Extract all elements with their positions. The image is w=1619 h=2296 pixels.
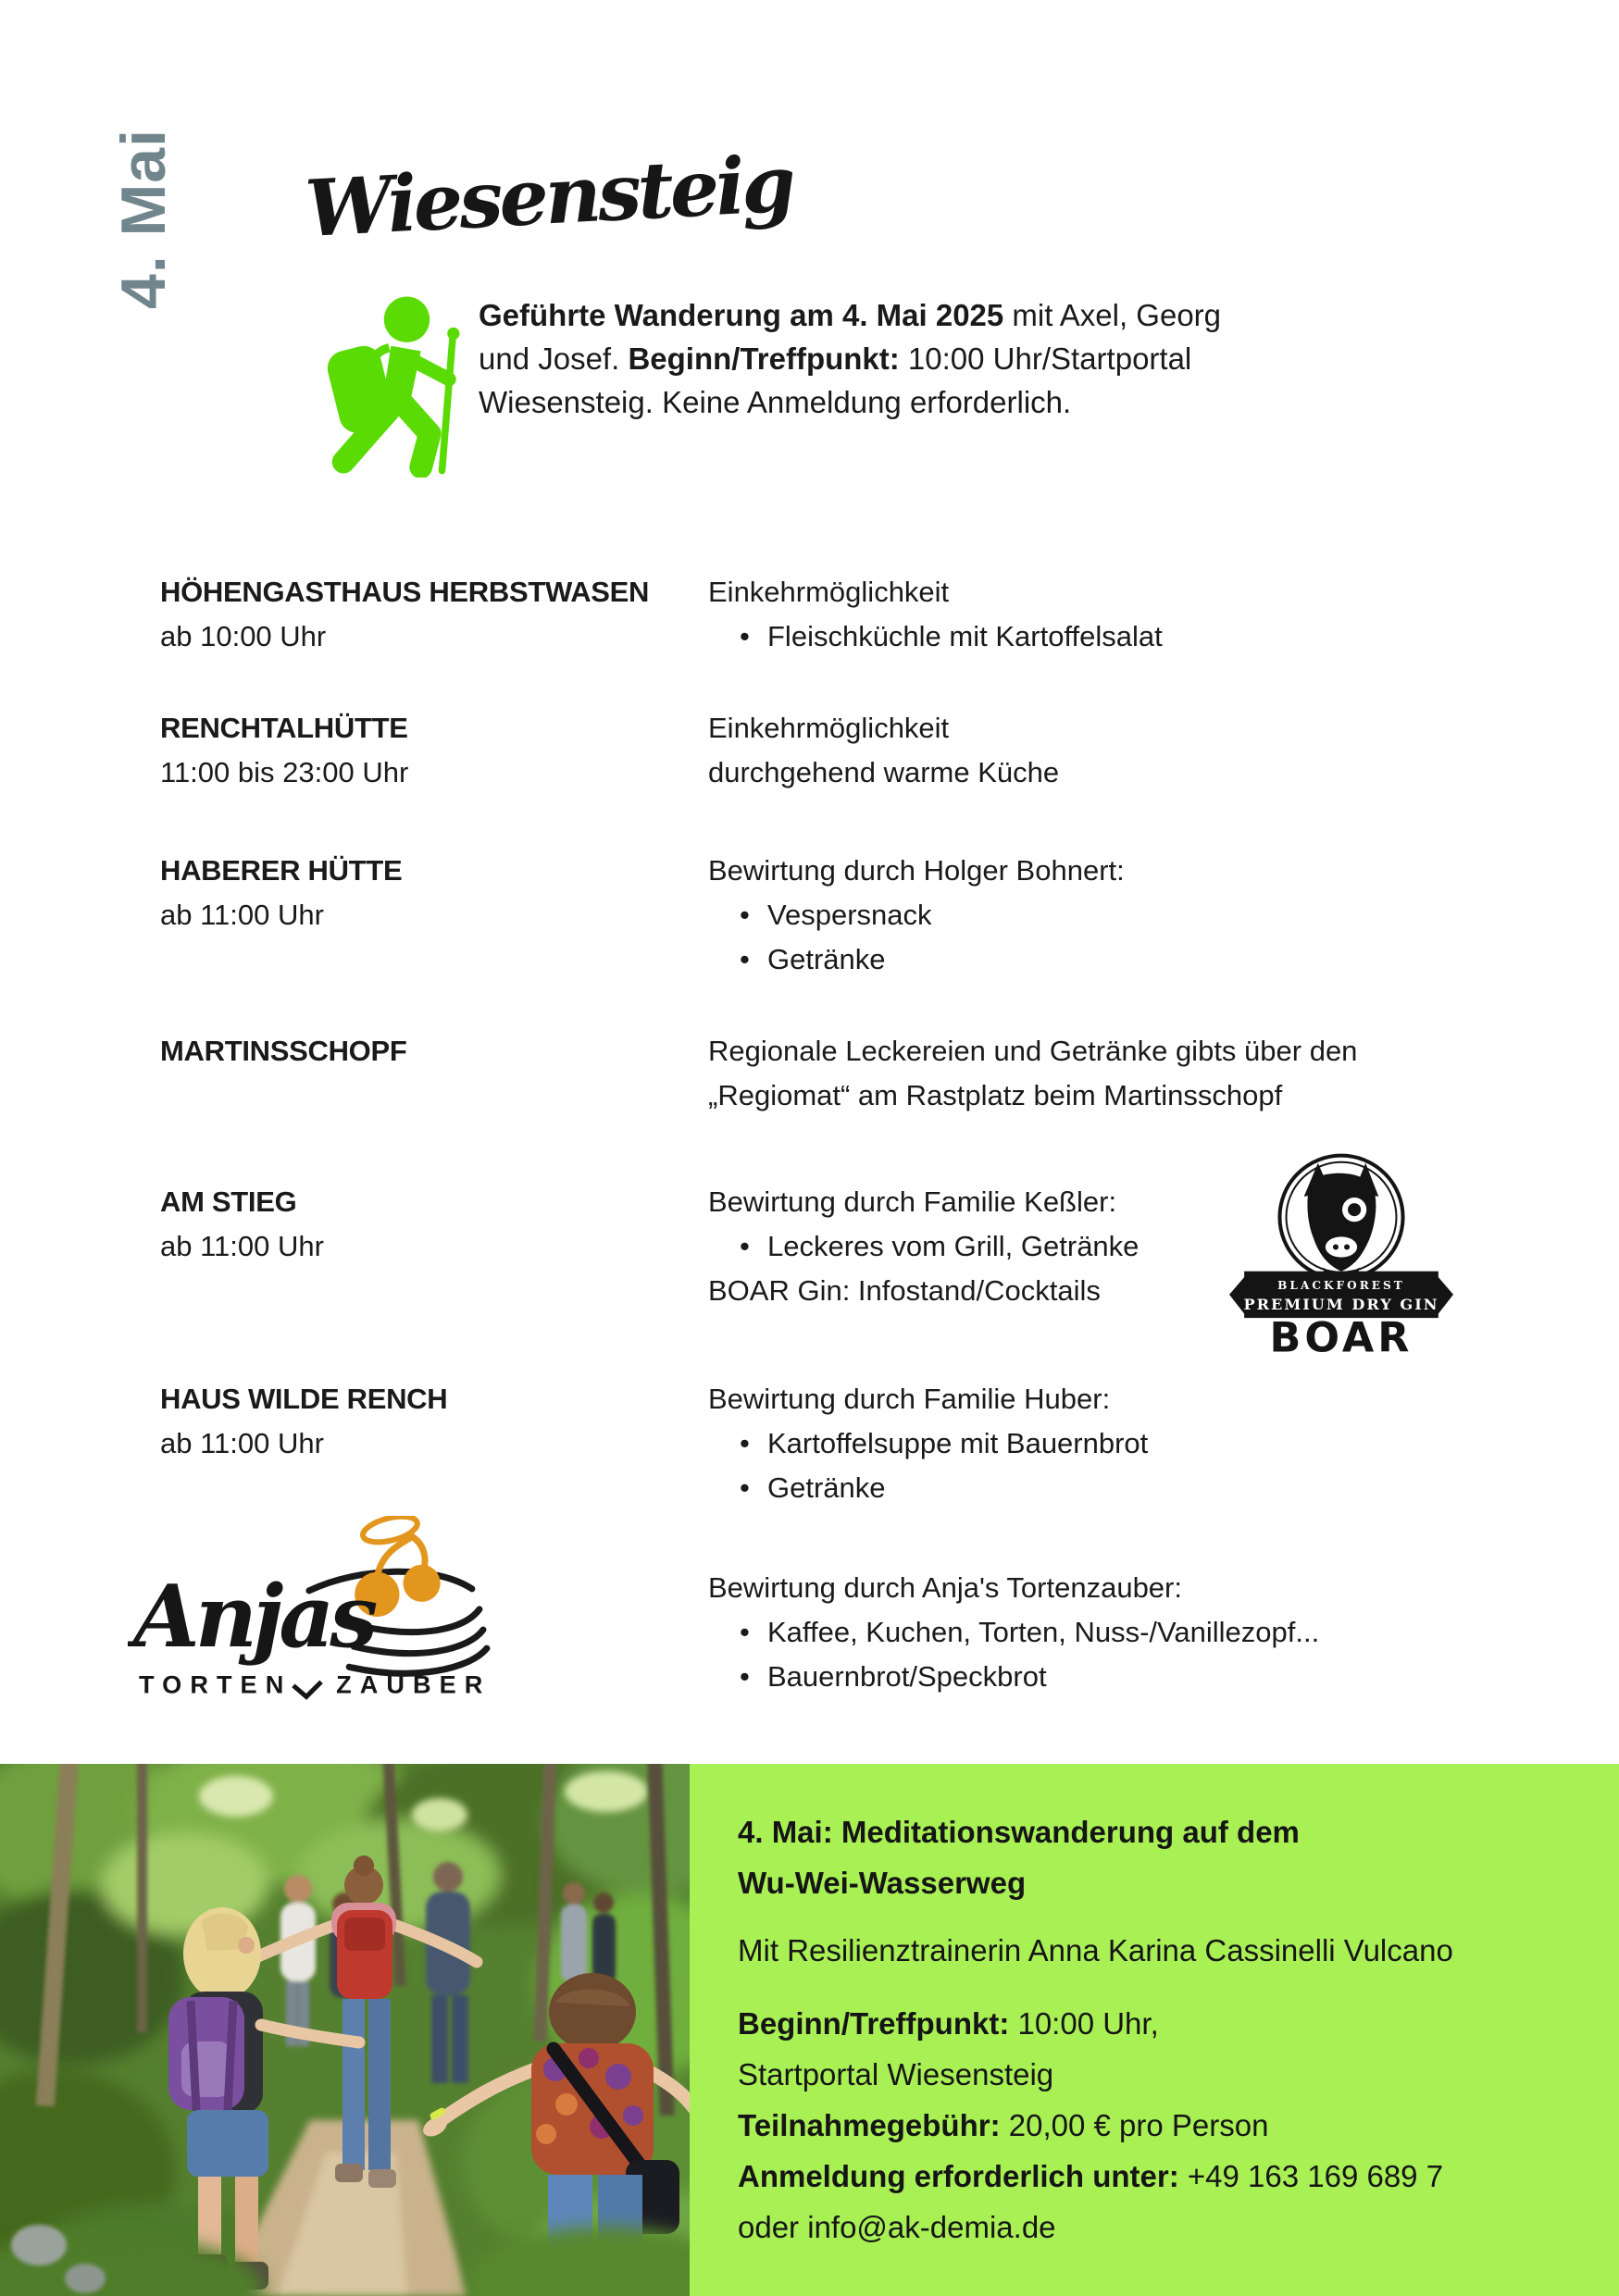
boar-banner — [1229, 1272, 1453, 1318]
station-detail-bullet: • Getränke — [708, 937, 1430, 982]
anjas-word-torten: TORTEN — [139, 1669, 293, 1699]
intro-bold-1: Geführte Wanderung am 4. Mai 2025 — [479, 298, 1004, 332]
station-details — [708, 1566, 1430, 1699]
intro-line-1 — [479, 293, 1221, 337]
intro-text-3: Wiesensteig. Keine Anmeldung erforderlich. — [479, 385, 1072, 419]
station-detail-bullet: • Leckeres vom Grill, Getränke — [708, 1224, 1430, 1269]
station-details — [708, 570, 1430, 659]
intro-line-3 — [479, 380, 1221, 424]
anjas-script-text: Anjas — [133, 1566, 374, 1668]
station-detail-line: Bewirtung durch Familie Keßler: — [708, 1185, 1117, 1218]
event-trainer: Mit Resilienztrainerin Anna Karina Cassinelli Vulcano — [738, 1933, 1453, 1967]
station-detail-line: Bewirtung durch Familie Huber: — [708, 1383, 1111, 1415]
station-detail-line: „Regiomat“ am Rastplatz beim Martinsschopf — [708, 1079, 1283, 1111]
event-registration-email: oder info@ak-demia.de — [738, 2210, 1056, 2244]
event-registration-line — [738, 2151, 1586, 2202]
station-detail-bullet: • Kaffee, Kuchen, Torten, Nuss-/Vanillezopf... — [708, 1610, 1430, 1655]
event-fee-label: Teilnahmegebühr: — [738, 2108, 1001, 2142]
intro-paragraph — [479, 293, 1221, 424]
station-detail-bullet: • Vespersnack — [708, 893, 1430, 937]
boar-gin-logo-svg — [1229, 1144, 1453, 1355]
station-name: HÖHENGASTHAUS HERBSTWASEN — [160, 576, 650, 608]
boar-banner-top: BLACKFOREST — [1277, 1278, 1405, 1292]
hiking-group-photo — [0, 1764, 690, 2296]
event-fee-line — [738, 2100, 1586, 2151]
station-detail-line: Bewirtung durch Anja's Tortenzauber: — [708, 1571, 1182, 1604]
anjas-tortenzauber-logo — [128, 1516, 500, 1721]
station-detail-bullet: • Getränke — [708, 1466, 1430, 1510]
station-row-haberer-huette — [160, 849, 1567, 975]
event-registration-phone: +49 163 169 689 7 — [1178, 2159, 1444, 2193]
intro-bold-2: Beginn/Treffpunkt: — [628, 341, 900, 376]
date-label: 4. Mai — [108, 129, 179, 309]
station-name: AM STIEG — [160, 1185, 297, 1218]
station-detail-line: BOAR Gin: Infostand/Cocktails — [708, 1274, 1101, 1307]
anjas-word-zauber: ZAUBER — [336, 1669, 492, 1699]
station-detail-line: Einkehrmöglichkeit — [708, 712, 950, 744]
station-time: ab 10:00 Uhr — [160, 620, 327, 652]
station-time: ab 11:00 Uhr — [160, 1230, 324, 1262]
hiker-icon-svg — [328, 292, 468, 478]
intro-line-2 — [479, 337, 1221, 380]
event-start-location-value: Startportal Wiesensteig — [738, 2057, 1054, 2091]
station-detail-bullet: • Kartoffelsuppe mit Bauernbrot — [708, 1421, 1430, 1466]
station-detail-bullet: • Bauernbrot/Speckbrot — [708, 1655, 1430, 1699]
intro-text-2a: und Josef. — [479, 341, 629, 376]
station-row-haus-wilde-rench — [160, 1377, 1567, 1504]
station-time: ab 11:00 Uhr — [160, 899, 324, 931]
hiking-photo-svg — [0, 1764, 690, 2296]
anjas-logo-svg — [128, 1516, 500, 1721]
event-start-location — [738, 2049, 1586, 2100]
intro-text-1: mit Axel, Georg — [1003, 298, 1222, 332]
station-time: 11:00 bis 23:00 Uhr — [160, 756, 409, 788]
event-start-label: Beginn/Treffpunkt: — [738, 2006, 1010, 2041]
event-registration-email-line — [738, 2202, 1586, 2253]
station-time: ab 11:00 Uhr — [160, 1427, 324, 1459]
station-details — [708, 1029, 1430, 1118]
station-detail-line: Regionale Leckereien und Getränke gibts über den — [708, 1035, 1358, 1067]
boar-banner-bottom: PREMIUM DRY GIN — [1243, 1296, 1439, 1314]
station-details — [708, 849, 1430, 982]
event-title-line1: 4. Mai: Meditationswanderung auf dem — [738, 1815, 1300, 1849]
boar-gin-logo — [1229, 1144, 1453, 1355]
event-fee-value: 20,00 € pro Person — [1000, 2108, 1269, 2142]
page-title: Wiesensteig — [303, 137, 795, 254]
station-details — [708, 1377, 1430, 1510]
event-registration-label: Anmeldung erforderlich unter: — [738, 2159, 1179, 2193]
station-row-herbstwasen — [160, 570, 1567, 659]
event-start-line — [738, 1998, 1586, 2049]
station-name: MARTINSSCHOPF — [160, 1035, 407, 1067]
boar-wordmark: BOAR — [1269, 1314, 1414, 1355]
station-row-martinsschopf — [160, 1029, 1567, 1111]
station-detail-bullet: • Fleischküchle mit Kartoffelsalat — [708, 614, 1430, 659]
intro-text-2b: 10:00 Uhr/Startportal — [899, 341, 1192, 376]
hiker-icon — [328, 292, 468, 478]
station-detail-line: Einkehrmöglichkeit — [708, 576, 950, 608]
event-start-value: 10:00 Uhr, — [1009, 2006, 1159, 2041]
station-details — [708, 706, 1430, 795]
station-row-renchtalhuette — [160, 706, 1567, 795]
station-name: RENCHTALHÜTTE — [160, 712, 408, 744]
station-name: HAUS WILDE RENCH — [160, 1383, 448, 1415]
station-name: HABERER HÜTTE — [160, 854, 403, 887]
station-detail-line: Bewirtung durch Holger Bohnert: — [708, 854, 1125, 887]
event-title-line2: Wu-Wei-Wasserweg — [738, 1866, 1027, 1900]
station-detail-line: durchgehend warme Küche — [708, 756, 1060, 788]
meditation-event-panel — [690, 1764, 1619, 2296]
